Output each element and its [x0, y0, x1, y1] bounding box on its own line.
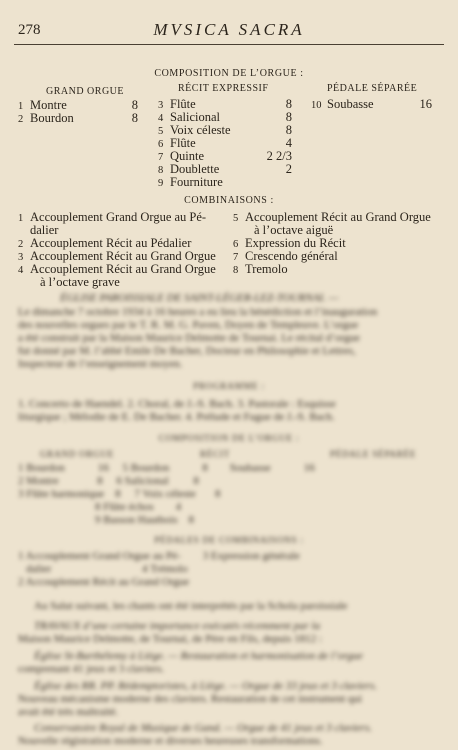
text-line: 9 Basson Hautbois 8 [18, 514, 194, 526]
combo-item: 7 Crescendo général [233, 249, 338, 263]
blurred-text-region [0, 288, 458, 750]
stop-row: 4 Salicional [158, 110, 220, 124]
stop-name: Fourniture [170, 175, 223, 189]
text-line: Église des RR. PP. Rédemptoristes, à Liège. — Orgue de 33 jeux et 3 claviers. [34, 680, 378, 692]
text-line: liturgique ; Mélodie de E. De Bacher. 4. Prélude et Fugue de J.-S. Bach. [18, 411, 335, 423]
text-line: 2 Montre 8 6 Salicional 8 [18, 475, 199, 487]
stop-row: 2 Bourdon [18, 111, 74, 125]
text-line: 1 Accouplement Grand Orgue au Pé- 3 Expression générale [18, 550, 300, 562]
stop-feet: 8 [285, 123, 292, 137]
stop-feet: 16 [419, 97, 432, 111]
grand-orgue-heading: GRAND ORGUE [46, 86, 124, 97]
combinaisons-title: COMBINAISONS : [184, 195, 274, 206]
combo-item: 2 Accouplement Récit au Pédalier [18, 236, 192, 250]
text-line: avait été très maltraité. [18, 706, 119, 718]
recit-heading: RÉCIT EXPRESSIF [178, 83, 269, 94]
text-line: ÉGLISE PAROISSIALE DE SAINT-LÉGER-LEZ-TOURNAI. — [60, 292, 339, 304]
combo-item: 5 Accouplement Récit au Grand Orgue [233, 210, 431, 224]
combo-item: 3 Accouplement Récit au Grand Orgue [18, 249, 216, 263]
text-line: PÉDALE SÉPARÉE [330, 449, 417, 459]
stop-feet: 2 2/3 [266, 149, 292, 163]
text-line: COMPOSITION DE L’ORGUE : [158, 433, 300, 443]
text-line: 2 Accouplement Récit au Grand Orgue [18, 576, 190, 588]
text-line: Maison Maurice Delmotte, de Tournai, de Père en Fils, depuis 1812 : [18, 633, 322, 645]
stop-name: Flûte [170, 136, 196, 150]
stop-row: 6 Flûte [158, 136, 196, 150]
stop-row: 3 Flûte [158, 97, 196, 111]
pedale-heading: PÉDALE SÉPARÉE [327, 83, 418, 94]
text-line: Nouvelle régistration moderne et diverses heureuses transformations. [18, 735, 323, 747]
stop-feet: 2 [285, 162, 292, 176]
text-line: 1. Concerto de Haendel. 2. Choral, de J.-S. Bach. 3. Pastorale : Esquisse [18, 398, 336, 410]
stop-name: Doublette [170, 162, 220, 176]
text-line: PROGRAMME : [193, 381, 265, 391]
combo-item-cont: à l’octave aiguë [254, 223, 334, 237]
text-line: TRAVAUX d’une certaine importance exécutés récemment par la [34, 620, 321, 632]
text-line: PÉDALES DE COMBINAISONS : [154, 535, 304, 545]
combo-item: 4 Accouplement Récit au Grand Orgue [18, 262, 216, 276]
combo-item-cont: à l’octave grave [40, 275, 120, 289]
running-title: MVSICA SACRA [153, 20, 305, 39]
stop-name: Flûte [170, 97, 196, 111]
page-header [14, 20, 444, 44]
text-line: 8 Flûte échos 4 [18, 501, 182, 513]
text-line: fut donné par M. l’abbé Emile De Bacher, Docteur en Philosophie et Lettres, [18, 345, 356, 357]
text-line: des nouvelles orgues par le T. R. M. G. Paven, Doyen de Templeuve. L’orgue [18, 319, 359, 331]
stop-feet: 4 [285, 136, 292, 150]
text-line: Église St-Barthélemy à Liège. — Restauration et harmonisation de l’orgue [34, 650, 363, 662]
stop-name: Quinte [170, 149, 205, 163]
text-line: Le dimanche 7 octobre 1934 à 16 heures a eu lieu la bénédiction et l’inauguration [18, 306, 378, 318]
combo-item: 8 Tremolo [233, 262, 288, 276]
stop-name: Bourdon [30, 111, 74, 125]
text-line: GRAND ORGUE [40, 449, 115, 459]
stop-name: Montre [30, 98, 67, 112]
combo-item-cont: dalier [30, 223, 59, 237]
text-line: Au Salut suivant, les chants ont été interprétés par la Schola paroissiale [34, 600, 348, 612]
text-line: comprenant 41 jeux et 3 claviers. [18, 663, 165, 675]
combo-item: 1 Accouplement Grand Orgue au Pé- [18, 210, 207, 224]
stop-row: 5 Voix céleste [158, 123, 231, 137]
stop-row: 9 Fourniture [158, 175, 223, 189]
stop-row: 8 Doublette [158, 162, 220, 176]
text-line: Inspecteur de l’enseignement moyen. [18, 358, 183, 370]
stop-feet: 8 [131, 111, 138, 125]
text-line: dalier 4 Trémolo [18, 563, 188, 575]
stop-feet: 8 [285, 97, 292, 111]
text-line: Conservatoire Royal de Musique de Gand. — Orgue de 41 jeux et 3 claviers. [34, 722, 372, 734]
stop-row: 10 Soubasse [311, 97, 374, 111]
text-line: 3 Flûte harmonique 8 7 Voix céleste 8 [18, 488, 221, 500]
stop-name: Soubasse [327, 97, 374, 111]
stop-feet: 8 [285, 110, 292, 124]
text-line: Nouveau mécanisme moderne des claviers. Restauration de cet instrument qui [18, 693, 362, 705]
stop-name: Salicional [170, 110, 220, 124]
stop-row: 1 Montre [18, 98, 67, 112]
combo-item: 6 Expression du Récit [233, 236, 346, 250]
stop-row: 7 Quinte [158, 149, 205, 163]
text-line: RÉCIT [200, 449, 230, 459]
page-number: 278 [18, 22, 41, 38]
stop-feet: 8 [131, 98, 138, 112]
composition-title: COMPOSITION DE L’ORGUE : [154, 68, 304, 79]
text-line: 1 Bourdon 16 5 Bourdon 8 Soubasse 16 [18, 462, 315, 474]
header-rule [14, 44, 444, 45]
text-line: a été construit par la Maison Maurice Delmotte de Tournai. Le récital d’orgue [18, 332, 360, 344]
stop-name: Voix céleste [170, 123, 231, 137]
